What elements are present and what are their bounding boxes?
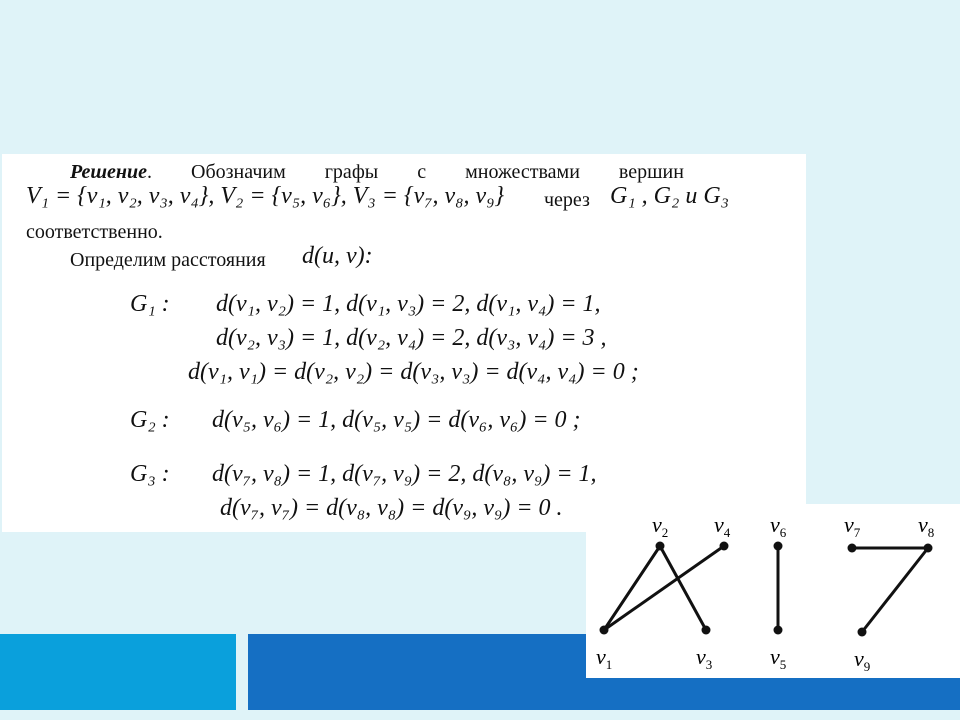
vertex-v1 bbox=[600, 626, 609, 635]
vertex-v8 bbox=[924, 544, 933, 553]
define-text: Определим расстояния bbox=[70, 249, 266, 271]
vertex-v4 bbox=[720, 542, 729, 551]
g1-label: G₁ : bbox=[130, 291, 170, 317]
respectively-text: соответственно. bbox=[26, 221, 163, 243]
g3-line-2: d(v₇, v₇) = d(v₈, v₈) = d(v₉, v₉) = 0 . bbox=[220, 495, 563, 521]
graph-diagram-panel bbox=[586, 504, 960, 678]
edge-v2-v3 bbox=[660, 546, 706, 630]
vertex-label-v6: $v_6$ bbox=[770, 512, 787, 540]
g3-label: G₃ : bbox=[130, 461, 170, 487]
graph-names: G₁ , G₂ и G₃ bbox=[610, 183, 730, 209]
vertex-v2 bbox=[656, 542, 665, 551]
vertex-v5 bbox=[774, 626, 783, 635]
footer-band-left bbox=[0, 634, 236, 710]
edge-v1-v4 bbox=[604, 546, 724, 630]
vertex-label-v9: $v_9$ bbox=[854, 646, 871, 674]
vertex-label-v8: $v_8$ bbox=[918, 512, 935, 540]
vertex-label-v4: $v_4$ bbox=[714, 512, 731, 540]
vertex-label-v2: $v_2$ bbox=[652, 512, 669, 540]
intro-line bbox=[70, 160, 802, 184]
edge-v8-v9 bbox=[862, 548, 928, 632]
vertex-sets: V₁ = {v₁, v₂, v₃, v₄}, V₂ = {v₅, v₆}, V₃ = {v₇, v₈, v₉} bbox=[26, 183, 505, 209]
vertex-label-v5: $v_5$ bbox=[770, 644, 787, 672]
g2-label: G₂ : bbox=[130, 407, 170, 433]
solution-heading: Решение bbox=[70, 161, 148, 183]
intro-text: . Обозначим графы с множествами вершин bbox=[147, 161, 684, 183]
g1-line-3: d(v₁, v₁) = d(v₂, v₂) = d(v₃, v₃) = d(v₄, v₄) = 0 ; bbox=[188, 359, 639, 385]
g2-line-1: d(v₅, v₆) = 1, d(v₅, v₅) = d(v₆, v₆) = 0 ; bbox=[212, 407, 581, 433]
vertex-label-v3: $v_3$ bbox=[696, 644, 713, 672]
vertex-label-v7: $v_7$ bbox=[844, 512, 861, 540]
solution-text-panel bbox=[2, 154, 806, 532]
vertex-v6 bbox=[774, 542, 783, 551]
through-word: через bbox=[544, 189, 590, 211]
vertex-v3 bbox=[702, 626, 711, 635]
vertex-label-v1: $v_1$ bbox=[596, 644, 613, 672]
graph-diagram bbox=[586, 504, 960, 678]
vertex-v9 bbox=[858, 628, 867, 637]
vertex-v7 bbox=[848, 544, 857, 553]
distance-function: d(u, v): bbox=[302, 243, 373, 269]
g3-line-1: d(v₇, v₈) = 1, d(v₇, v₉) = 2, d(v₈, v₉) = 1, bbox=[212, 461, 597, 487]
g1-line-2: d(v₂, v₃) = 1, d(v₂, v₄) = 2, d(v₃, v₄) = 3 , bbox=[216, 325, 607, 351]
g1-line-1: d(v₁, v₂) = 1, d(v₁, v₃) = 2, d(v₁, v₄) = 1, bbox=[216, 291, 601, 317]
edge-v1-v2 bbox=[604, 546, 660, 630]
